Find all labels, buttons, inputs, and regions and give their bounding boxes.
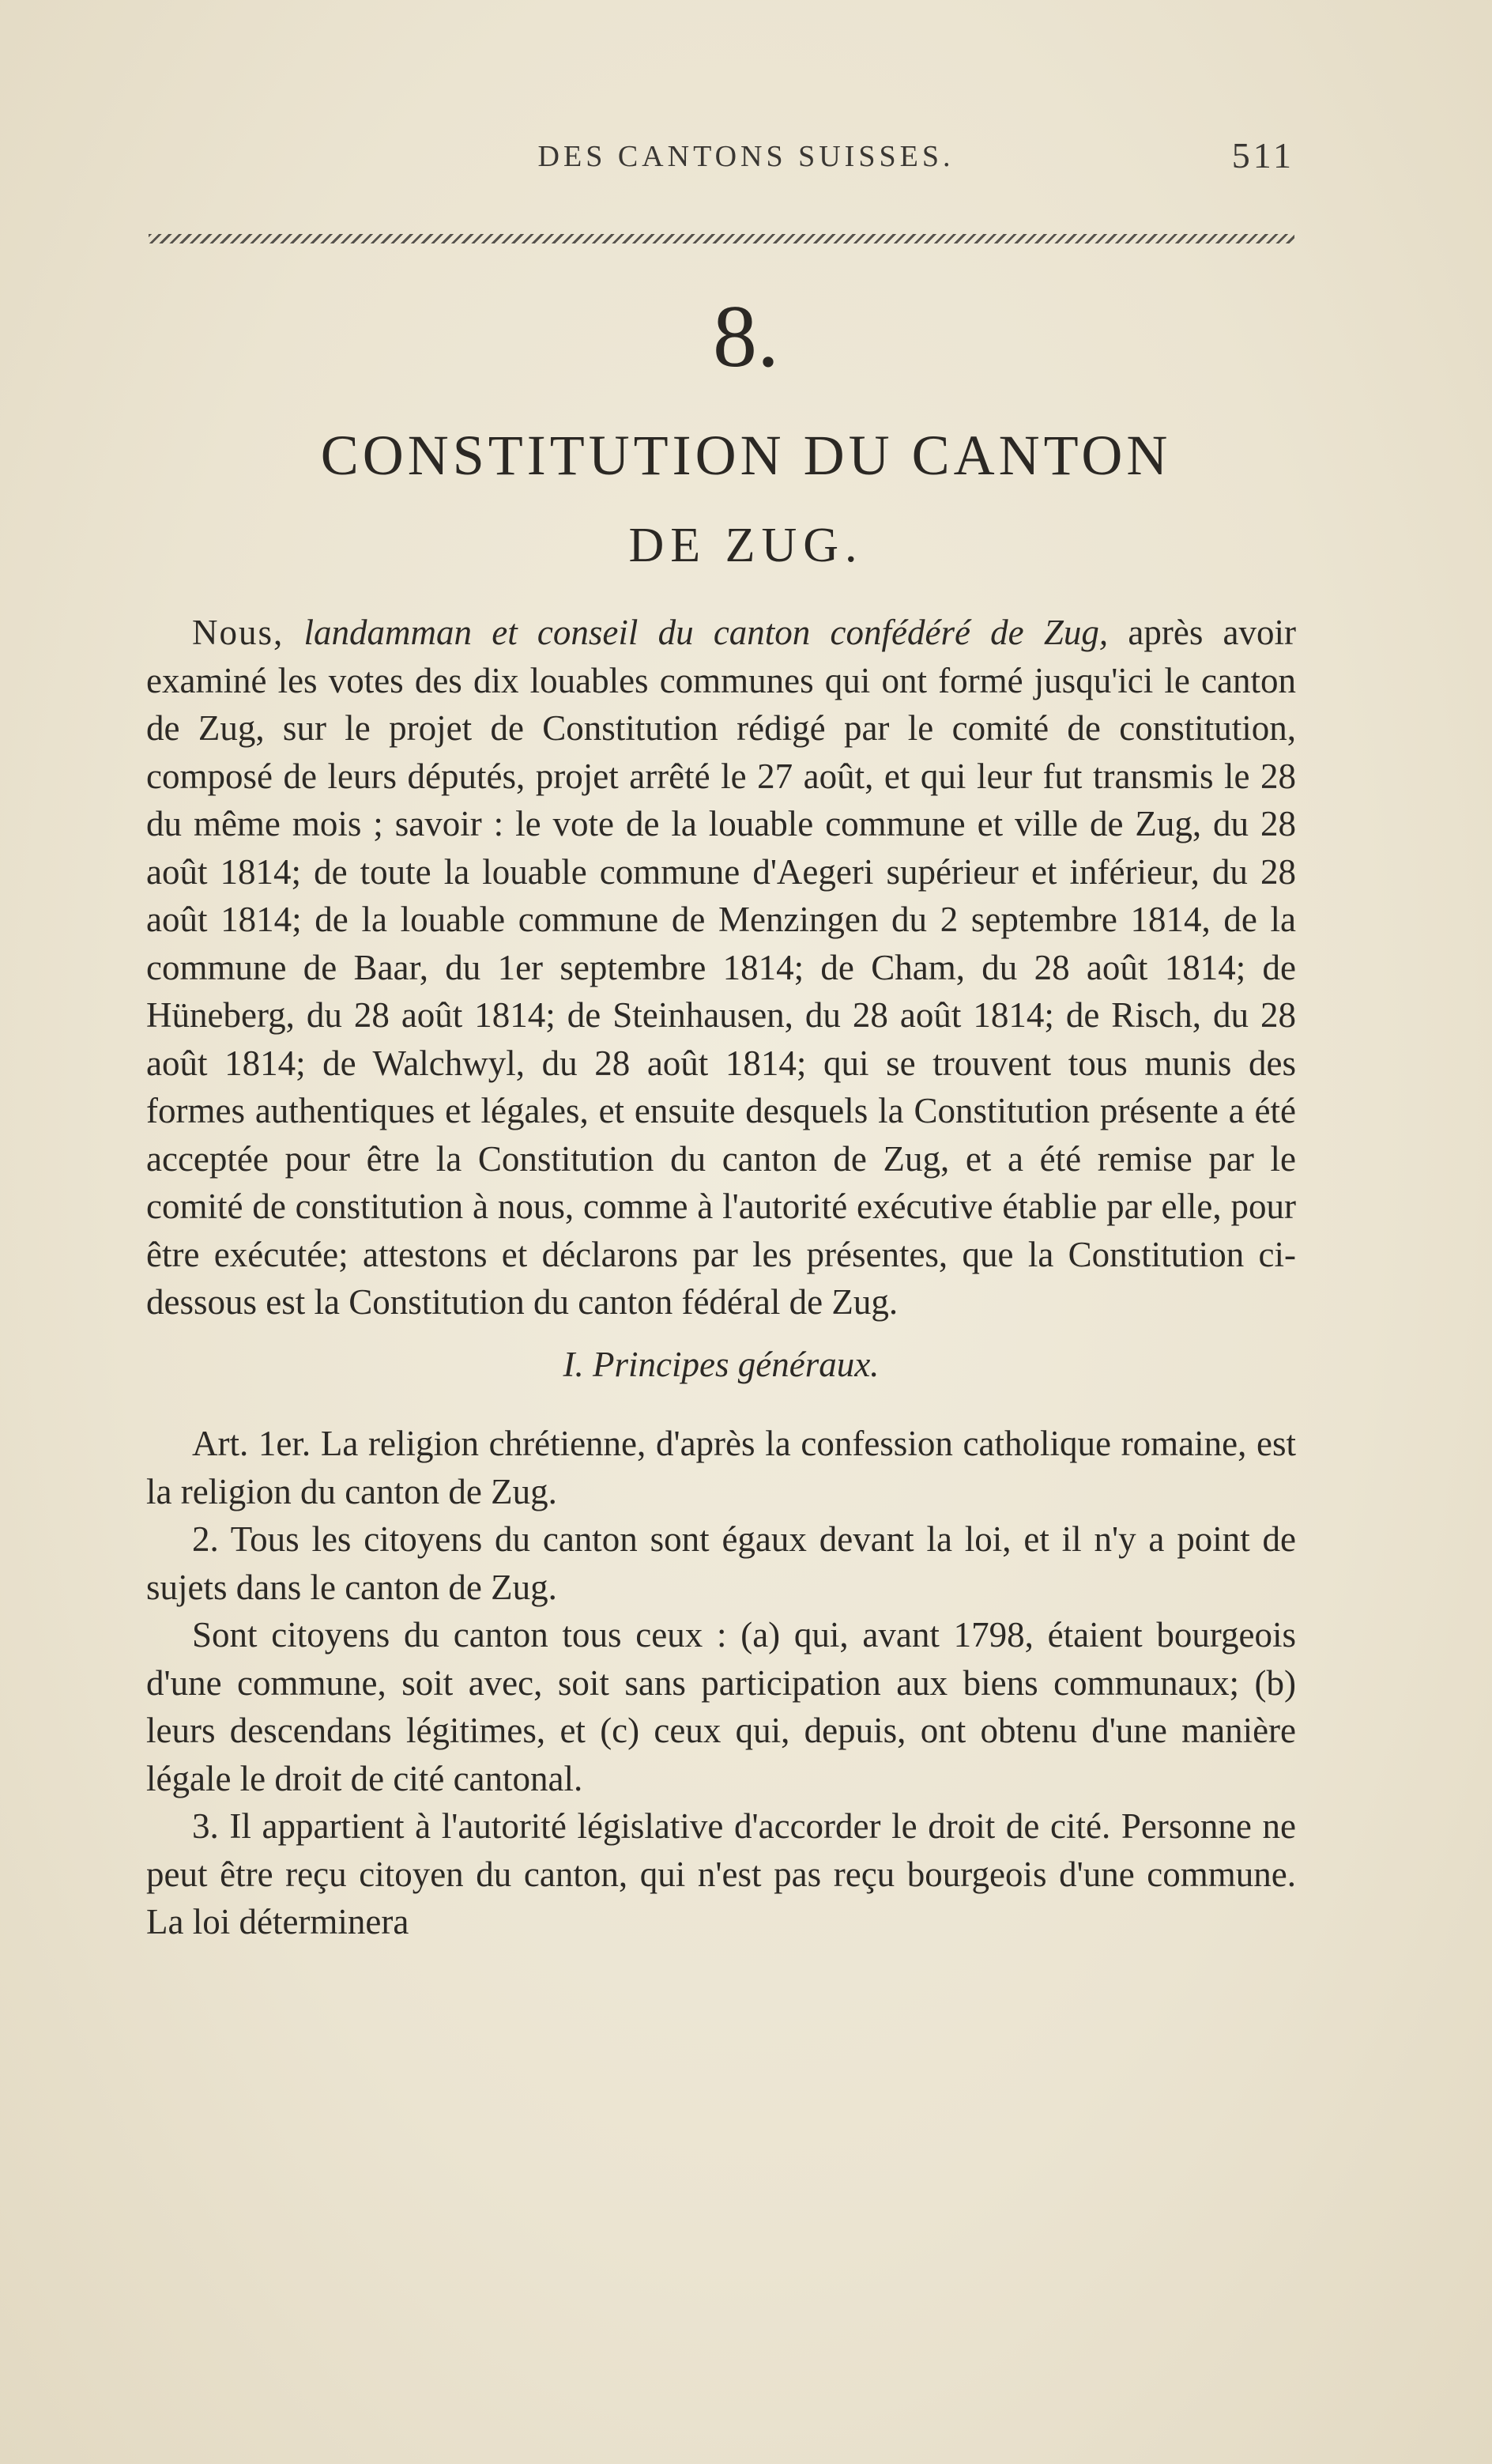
preamble-paragraph	[146, 609, 1296, 1326]
article-paragraph	[146, 1420, 1296, 1515]
section-heading: I. Principes généraux.	[563, 1344, 880, 1384]
ornament-rule	[149, 234, 1294, 243]
document-subtitle: DE ZUG.	[628, 519, 864, 572]
article-paragraph	[146, 1515, 1296, 1611]
running-title: DES CANTONS SUISSES.	[537, 140, 955, 173]
body-text	[146, 609, 1296, 1946]
article-label: 3.	[192, 1806, 219, 1846]
article-text: Sont citoyens du canton tous ceux : (a) qui, avant 1798, étaient bourgeois d'une commune, soit avec, soit sans participation aux biens communaux; (b) leurs descendans légitimes, et (c) ceux qui, depuis, ont obtenu d'une manière légale le droit de cité cantonal.	[146, 1615, 1296, 1798]
article-paragraph	[146, 1802, 1296, 1946]
article-label: 2.	[192, 1519, 219, 1559]
article-label: Art. 1er.	[192, 1424, 311, 1463]
article-text: La religion chrétienne, d'après la confession catholique romaine, est la religion du canton de Zug.	[146, 1424, 1296, 1511]
document-title: CONSTITUTION DU CANTON	[320, 424, 1172, 487]
article-paragraph	[146, 1611, 1296, 1802]
preamble-text: après avoir examiné les votes des dix louables communes qui ont formé jusqu'ici le canton de Zug, sur le projet de Constitution rédigé par le comité de constitution, composé de leurs députés, projet arrêté le 27 août, et qui leur fut transmis le 28 du même mois ; savoir : le vote de la louable commune et ville de Zug, du 28 août 1814; de toute la louable commune d'Aegeri supérieur et inférieur, du 28 août 1814; de la louable commune de Menzingen du 2 septembre 1814, de la commune de Baar, du 1er septembre 1814; de Cham, du 28 août 1814; de Hüneberg, du 28 août 1814; de Steinhausen, du 28 août 1814; de Risch, du 28 août 1814; de Walchwyl, du 28 août 1814; qui se trouvent tous munis des formes authentiques et légales, et ensuite desquels la Constitution présente a été acceptée pour être la Constitution du canton de Zug, et a été remise par le comité de constitution à nous, comme à l'autorité exécutive établie par elle, pour être exécutée; attestons et déclarons par les présentes, que la Constitution ci-dessous est la Constitution du canton fédéral de Zug.	[146, 613, 1297, 1322]
article-text: Tous les citoyens du canton sont égaux devant la loi, et il n'y a point de sujets dans le canton de Zug.	[146, 1519, 1297, 1607]
running-head	[0, 134, 1492, 182]
preamble-initial: Nous,	[192, 613, 284, 652]
chapter-number: 8.	[713, 288, 779, 386]
page-number: 511	[1231, 135, 1294, 175]
preamble-italic: landamman et conseil du canton confédéré de Zug,	[303, 613, 1109, 652]
article-text: Il appartient à l'autorité législative d'accorder le droit de cité. Personne ne peut être reçu citoyen du canton, qui n'est pas reçu bourgeois d'une commune. La loi déterminera	[146, 1806, 1297, 1941]
